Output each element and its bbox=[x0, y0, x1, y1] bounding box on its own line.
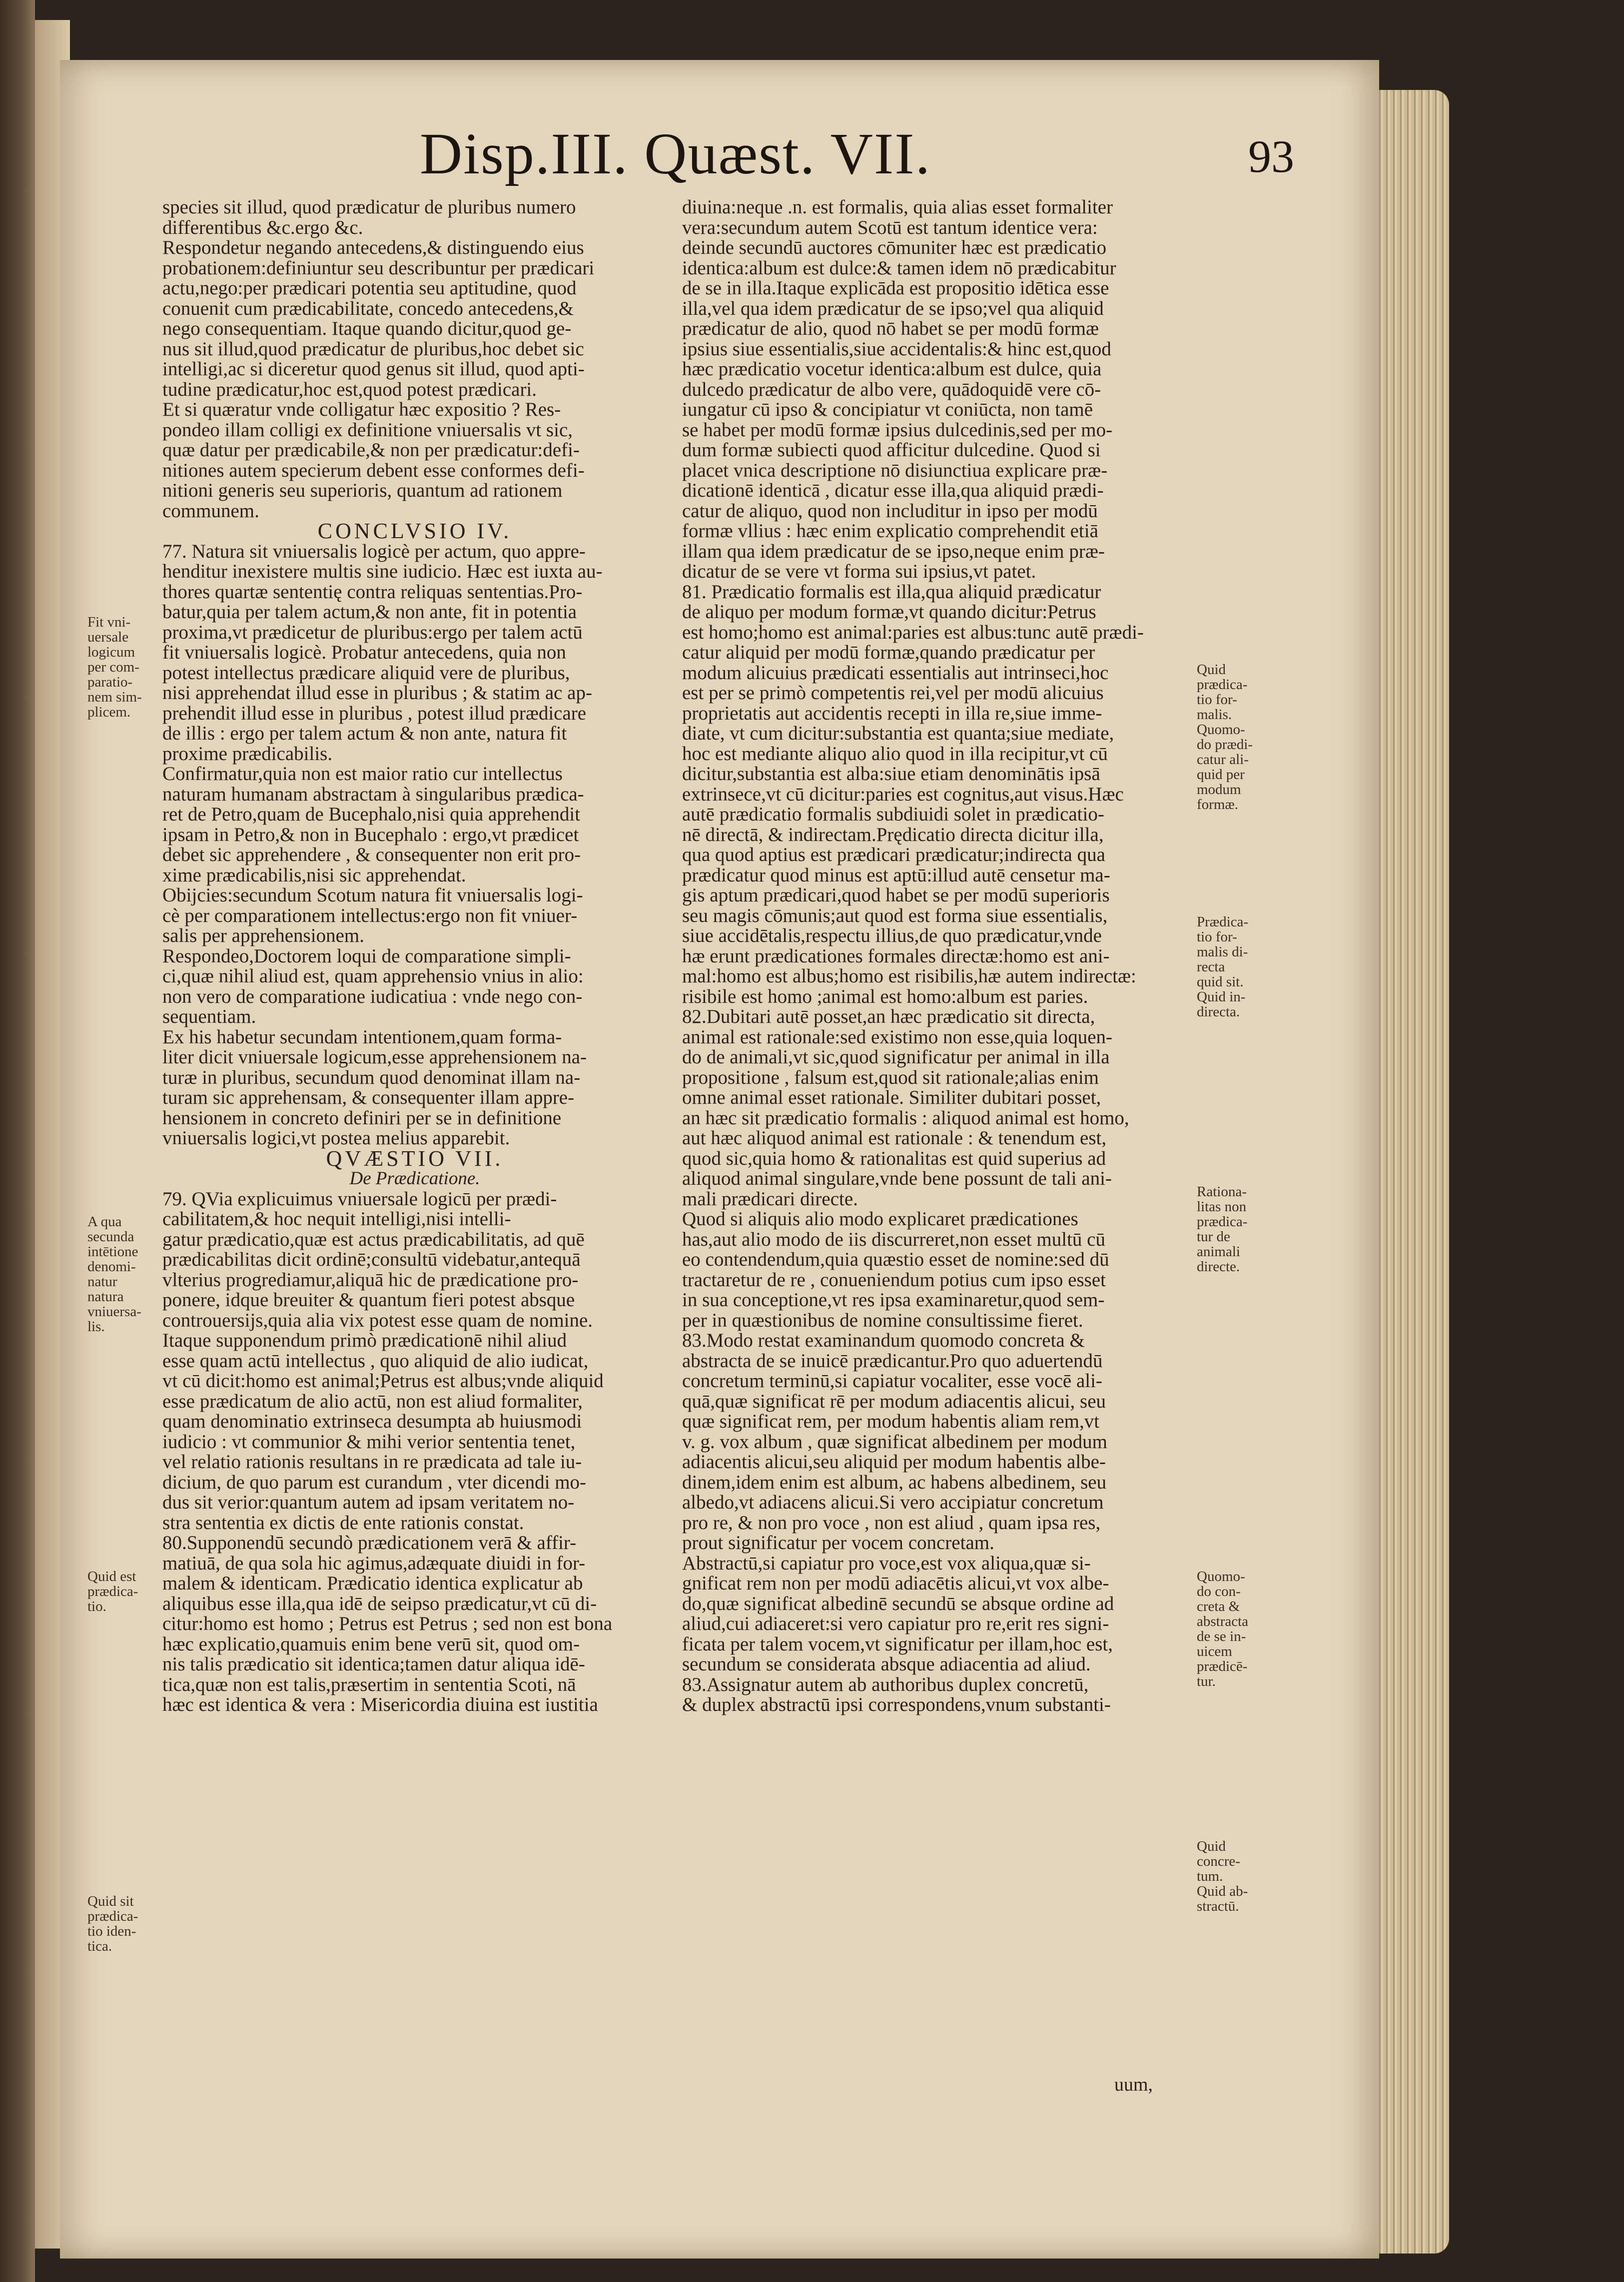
section-heading: CONCLVSIO IV. bbox=[317, 519, 512, 543]
book-spine bbox=[0, 0, 35, 2282]
paragraph: diuina:neque .n. est formalis, quia alias esset formaliter vera:secundum autem Scotū est tantum identice vera: deinde secundū auctores cōmuniter hæc est prædicatio identica:album est dulce:& tamen idem nō prædicabitur de se in illa.Itaque explicāda est propositio idētica esse illa,vel qua idem prædicatur de se ipso;vel qua aliquid prædicatur de alio, quod nō habet se per modū formæ ipsius siue essentialis,siue accidentalis:& hinc est,quod hæc prædicatio vocetur identica:album est dulce, quia dulcedo prædicatur de albo vere, quādoquidē vere cō- iungatur cū ipso & concipiatur vt coniūcta, non tamē se habet per modū formæ ipsius dulcedinis,sed per mo- dum formæ subiecti quod afficitur dulcedine. Quod si placet vnica descriptione nō disiunctiua explicare præ- dicationē identicā , dicatur esse illa,qua aliquid prædi- catur de aliquo, quod non includitur in ipso per modū formæ vllius : hæc enim explicatio comprehendit etiā illam qua idem prædicatur de se ipso,neque enim præ- dicatur de se vere vt forma sui ipsius,vt patet. bbox=[682, 196, 1116, 582]
margin-note-right: Quid concre- tum. Quid ab- stractū. bbox=[1197, 1838, 1248, 1914]
paragraph: 83.Modo restat examinandum quomodo concreta & abstracta de se inuicē prædicantur.Pro quo aduertendū concretum terminū,si capiatur vocaliter, esse vocē ali- quā,quæ significat rē per modum adiacentis alicui, seu quæ significat rem, per modum habentis aliam rem,vt v. g. vox album , quæ significat albedinem per modum adiacentis alicui,seu aliquid per modum habentis albe- dinem,idem enim est album, ac habens albedinem, seu albedo,vt adiacens alicui.Si vero accipiatur concretum pro re, & non pro voce , non est aliud , quam ipsa res, prout significatur per vocem concretam. Abstractū,si capiatur pro voce,est vox aliqua,quæ si- gnificat rem non per modū adiacētis alicui,vt vox albe- do,quæ significat albedinē secundū se absque ordine ad aliud,cui adiaceret:si vero capiatur pro re,erit res signi- ficata per talem vocem,vt significatur per illam,hoc est, secundum se considerata absque adiacentia ad aliud. 83.Assignatur autem ab authoribus duplex concretū, & duplex abstractū ipsi correspondens,vnum substanti- bbox=[682, 1330, 1114, 1715]
margin-note-right: Quid prædica- tio for- malis. Quomo- do prædi- catur ali- quid per modum formæ. bbox=[1197, 662, 1253, 812]
section-heading: QVÆSTIO VII. bbox=[326, 1146, 504, 1171]
margin-note-left: Quid sit prædica- tio iden- tica. bbox=[87, 1893, 138, 1954]
paragraph: 81. Prædicatio formalis est illa,qua aliquid prædicatur de aliquo per modum formæ,vt quando dicitur:Petrus est homo;homo est animal:paries est albus:tunc autē prædi- catur aliquid per modū formæ,quando prædicatur per modum alicuius prædicati essentialis aut intrinseci,hoc est per se primò competentis rei,vel per modū alicuius proprietatis aut accidentis recepti in illa re,siue imme- diate, vt cum dicitur:substantia est quanta;siue mediate, hoc est mediante aliquo alio quod in illa recipitur,vt cū dicitur,substantia est alba:siue etiam denominātis ipsā extrinsece,vt cū dicitur:paries est cognitus,aut visus.Hæc autē prædicatio formalis subdiuidi solet in prædicatio- nē directā, & indirectam.Prędicatio directa dicitur illa, qua quod aptius est prædicari prædicatur;indirecta qua prædicatur quod minus est aptū:illud autē censetur ma- gis aptum prædicari,quod habet se per modū superioris seu magis cōmunis;aut quod est forma siue essentialis, siue accidētalis,respectu illius,de quo prædicatur,vnde hæ erunt prædicationes formales directæ:homo est ani- mal:homo est albus;homo est risibilis,hæ autem indirectæ: risibile est homo ;animal est homo:album est paries. bbox=[682, 581, 1144, 1007]
paragraph: 79. QVia explicuimus vniuersale logicū per prædi- cabilitatem,& hoc nequit intelligi,nisi intelli- gatur prædicatio,quæ est actus prædicabilitatis, ad quē prædicabilitas dicit ordinē;consultū videbatur,antequā vlterius progrediamur,aliquā hic de prædicatione pro- ponere, idque breuiter & quantum fieri potest absque controuersijs,quia alia vix potest esse quam de nomine. Itaque supponendum primò prædicationē nihil aliud esse quam actū intellectus , quo aliquid de alio iudicat, vt cū dicit:homo est animal;Petrus est albus;vnde aliquid esse prædicatum de alio actū, non est aliud formaliter, quam denominatio extrinseca desumpta ab huiusmodi iudicio : vt communior & mihi verior sententia tenet, vel relatio rationis resultans in re prædicata ad tale iu- dicium, de quo parum est curandum , vter dicendi mo- dus sit verior:quantum autem ad ipsam veritatem no- stra sententia ex dictis de ente rationis constat. 80.Supponendū secundò prædicationem verā & affir- matiuā, de qua sola hic agimus,adæquate diuidi in for- malem & identicam. Prædicatio identica explicatur ab aliquibus esse illa,qua idē de seipso prædicatur,vt cū di- citur:homo est homo ; Petrus est Petrus ; sed non est bona hæc explicatio,quamuis enim bene verū sit, quod om- nis talis prædicatio sit identica;tamen datur aliqua idē- tica,quæ non est talis,præsertim in sententia Scoti, nā hæc est identica & vera : Misericordia diuina est iustitia bbox=[162, 1188, 613, 1715]
catchword: uum, bbox=[1114, 2074, 1153, 2095]
margin-note-left: A qua secunda intētione denomi- natur natura vniuersa- lis. bbox=[87, 1214, 141, 1335]
right-text-column bbox=[682, 197, 1187, 1715]
margin-note-right: Quomo- do con- creta & abstracta de se in- uicem prædicē- tur. bbox=[1197, 1568, 1249, 1689]
margin-note-left: Fit vni- uersale logicum per com- paratio- nem sim- plicem. bbox=[87, 614, 142, 720]
paragraph: 82.Dubitari autē posset,an hæc prædicatio sit directa, animal est rationale:sed existimo non esse,quia loquen- do de animali,vt sic,quod significatur per animal in illa propositione , falsum est,quod sit rationale;alias enim omne animal esset rationale. Similiter dubitari posset, an hæc sit prædicatio formalis : aliquod animal est homo, aut hæc aliquod animal est rationale : & tenendum est, quod sic,quia homo & rationalitas est quid superius ad aliquod animal singulare,vnde bene possunt de tali ani- mali prædicari directe. Quod si aliquis alio modo explicaret prædicationes has,aut alio modo de iis discurreret,non esset multū cū eo contendendum,quia quæstio esset de nomine:sed dū tractaretur de re , conueniendum potius cum ipso esset in sua conceptione,vt res ipsa examinaretur,quod sem- per in quæstionibus de nomine consultissime fieret. bbox=[682, 1006, 1129, 1331]
margin-note-right: Rationa- litas non prædica- tur de animali directe. bbox=[1197, 1184, 1248, 1275]
page-number: 93 bbox=[1248, 131, 1294, 182]
page-block-edges bbox=[1369, 90, 1449, 2254]
margin-note-right: Prædica- tio for- malis di- recta quid sit. Quid in- directa. bbox=[1197, 914, 1249, 1020]
page-header bbox=[420, 120, 1294, 190]
paragraph: 77. Natura sit vniuersalis logicè per actum, quo appre- henditur inexistere multis sine iudicio. Hæc est iuxta au- thores quartæ sententię contra reliquas sententias.Pro- batur,quia per talem actum,& non ante, fit in potentia proxima,vt prædicetur de pluribus:ergo per talem actū fit vniuersalis logicè. Probatur antecedens, quia non potest intellectus prædicare aliquid vere de pluribus, nisi apprehendat illud esse in pluribus ; & statim ac ap- prehendit illud esse in pluribus , potest illud prædicare de illis : ergo per talem actum & non ante, natura fit proxime prædicabilis. Confirmatur,quia non est maior ratio cur intellectus naturam humanam abstractam à singularibus prædica- ret de Petro,quam de Bucephalo,nisi quia apprehendit ipsam in Petro,& non in Bucephalo : ergo,vt prædicet debet sic apprehendere , & consequenter non erit pro- xime prædicabilis,nisi sic apprehendat. Obijcies:secundum Scotum natura fit vniuersalis logi- cè per comparationem intellectus:ergo non fit vniuer- salis per apprehensionem. Respondeo,Doctorem loqui de comparatione simpli- ci,quæ nihil aliud est, quam apprehensio vnius in alio: non vero de comparatione iudicatiua : vnde nego con- sequentiam. Ex his habetur secundam intentionem,quam forma- liter dicit vniuersale logicum,esse apprehensionem na- turæ in pluribus, secundum quod denominat illam na- turam sic apprehensam, & consequenter illam appre- hensionem in concreto definiri per se in definitione vniuersalis logici,vt postea melius apparebit. bbox=[162, 540, 603, 1149]
left-text-column bbox=[162, 197, 667, 1715]
running-title: Disp.III. Quæst. VII. bbox=[420, 121, 931, 186]
margin-note-left: Quid est prædica- tio. bbox=[87, 1568, 138, 1614]
section-subheading: De Prædicatione. bbox=[349, 1168, 480, 1189]
paragraph: species sit illud, quod prædicatur de pluribus numero differentibus &c.ergo &c. Respondetur negando antecedens,& distinguendo eius probationem:definiuntur seu describuntur per prædicari actu,nego:per prædicari potentia seu aptitudine, quod conuenit cum prædicabilitate, concedo antecedens,& nego consequentiam. Itaque quando dicitur,quod ge- nus sit illud,quod prædicatur de pluribus,hoc debet sic intelligi,ac si diceretur quod genus sit illud, quod apti- tudine prædicatur,hoc est,quod potest prædicari. Et si quæratur vnde colligatur hæc expositio ? Res- pondeo illam colligi ex definitione vniuersalis vt sic, quæ datur per prædicabile,& non per prædicatur:defi- nitiones autem specierum debent esse conformes defi- nitioni generis seu superioris, quantum ad rationem communem. bbox=[162, 196, 595, 522]
